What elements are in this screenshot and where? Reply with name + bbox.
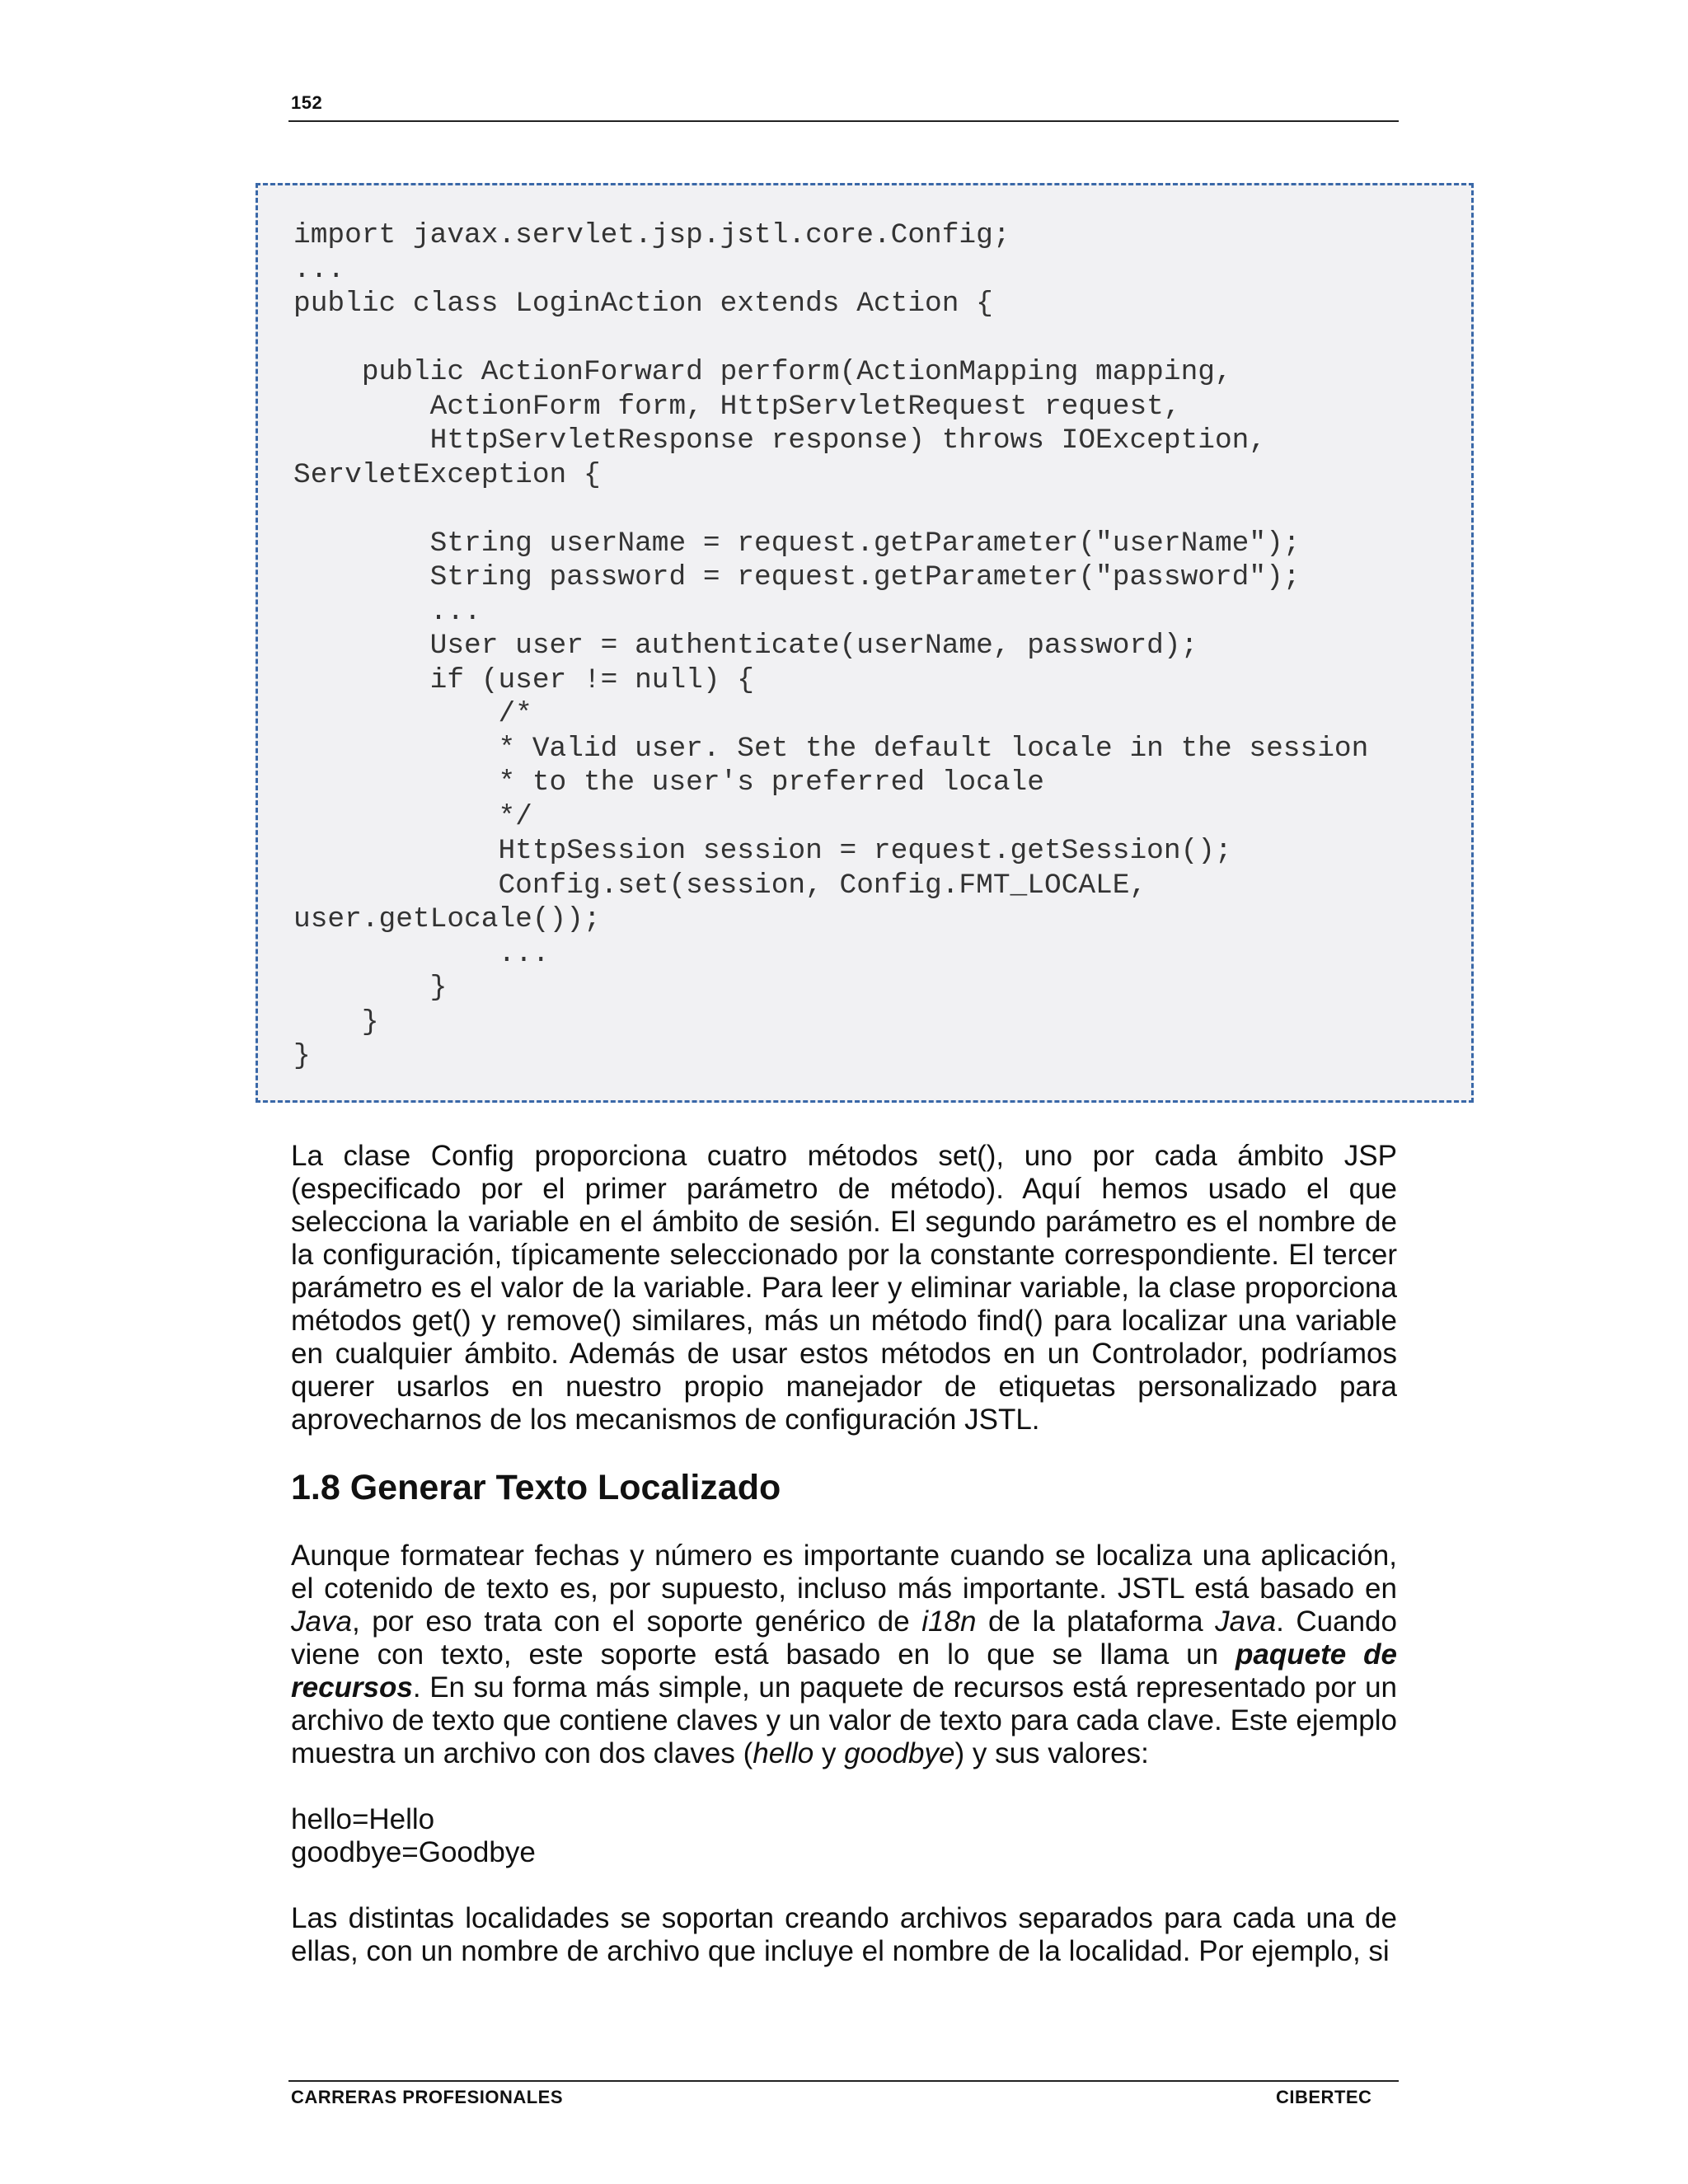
code-line: public ActionForward perform(ActionMapping mapping, bbox=[293, 356, 1232, 388]
page-number: 152 bbox=[291, 92, 323, 113]
code-block bbox=[256, 183, 1474, 1103]
text-run: y bbox=[814, 1737, 845, 1769]
code-line: * to the user's preferred locale bbox=[293, 766, 1044, 799]
footer-left-label: CARRERAS PROFESIONALES bbox=[291, 2087, 564, 2107]
emphasis-goodbye: goodbye bbox=[844, 1737, 955, 1769]
properties-line-goodbye: goodbye=Goodbye bbox=[291, 1836, 536, 1868]
code-line: User user = authenticate(userName, password); bbox=[293, 630, 1198, 662]
code-line: String userName = request.getParameter("userName"); bbox=[293, 527, 1301, 560]
properties-example bbox=[291, 1803, 1397, 1869]
paragraph-config-methods: La clase Config proporciona cuatro métodos set(), uno por cada ámbito JSP (especificado por el primer parámetro de método). Aquí hemos usado el que selecciona la variable en el ámbito de sesión. El segundo parámetro es el nombre de la configuración, típicamente seleccionado por la constante correspondiente. El tercer parámetro es el valor de la variable. Para leer y eliminar variable, la clase proporciona métodos get() y remove() similares, más un método find() para localizar una variable en cualquier ámbito. Además de usar estos métodos en un Controlador, podríamos querer usarlos en nuestro propio manejador de etiquetas personalizado para aprovecharnos de los mecanismos de configuración JSTL. bbox=[291, 1140, 1397, 1436]
code-line: ActionForm form, HttpServletRequest request, bbox=[293, 390, 1181, 423]
header-rule bbox=[288, 120, 1399, 122]
text-run: , por eso trata con el soporte genérico de bbox=[351, 1605, 922, 1638]
emphasis-java: Java bbox=[291, 1605, 352, 1638]
code-line: } bbox=[293, 1040, 311, 1072]
text-run: de la plataforma bbox=[976, 1605, 1216, 1638]
footer-rule bbox=[288, 2080, 1399, 2082]
code-line: String password = request.getParameter("password"); bbox=[293, 561, 1301, 593]
code-line: ... bbox=[293, 595, 481, 628]
emphasis-java: Java bbox=[1215, 1605, 1277, 1638]
code-line: HttpServletResponse response) throws IOException, bbox=[293, 424, 1267, 457]
text-run: . En su forma más simple, un paquete de recursos está representado por un archivo de texto que contiene claves y un valor de texto para cada clave. Este ejemplo muestra un archivo con dos claves ( bbox=[291, 1671, 1397, 1769]
code-line: /* bbox=[293, 698, 532, 730]
paragraph-resource-bundle bbox=[291, 1540, 1397, 1770]
emphasis-i18n: i18n bbox=[921, 1605, 977, 1638]
properties-line-hello: hello=Hello bbox=[291, 1803, 435, 1835]
emphasis-hello: hello bbox=[753, 1737, 814, 1769]
code-line: } bbox=[293, 1005, 379, 1038]
code-line: import javax.servlet.jsp.jstl.core.Config; bbox=[293, 219, 1010, 251]
code-line: if (user != null) { bbox=[293, 663, 754, 696]
code-line: ... bbox=[293, 937, 550, 970]
code-line: } bbox=[293, 972, 448, 1004]
paragraph-locales: Las distintas localidades se soportan creando archivos separados para cada una de ellas, con un nombre de archivo que incluye el nombre de la localidad. Por ejemplo, si bbox=[291, 1902, 1397, 1967]
code-line: user.getLocale()); bbox=[293, 903, 601, 935]
footer-right-label: CIBERTEC bbox=[1276, 2087, 1372, 2107]
code-line: */ bbox=[293, 800, 532, 833]
section-heading: 1.8 Generar Texto Localizado bbox=[291, 1468, 781, 1507]
code-line: ServletException { bbox=[293, 458, 601, 491]
code-line: HttpSession session = request.getSession(); bbox=[293, 835, 1232, 867]
code-line: ... bbox=[293, 253, 345, 286]
text-run: ) y sus valores: bbox=[954, 1737, 1149, 1769]
code-listing bbox=[293, 218, 1368, 1074]
code-line: * Valid user. Set the default locale in the session bbox=[293, 732, 1369, 765]
code-line: Config.set(session, Config.FMT_LOCALE, bbox=[293, 869, 1147, 902]
text-run: . Cuando viene con texto, este soporte está basado en lo que se llama un bbox=[291, 1605, 1397, 1671]
main-content bbox=[291, 1140, 1397, 1968]
emphasis-paquete-text: paquete de recursos bbox=[291, 1638, 1397, 1704]
code-line: public class LoginAction extends Action { bbox=[293, 288, 993, 320]
text-run: Aunque formatear fechas y número es importante cuando se localiza una aplicación, el cotenido de texto es, por supuesto, incluso más importante. JSTL está basado en bbox=[291, 1540, 1397, 1605]
